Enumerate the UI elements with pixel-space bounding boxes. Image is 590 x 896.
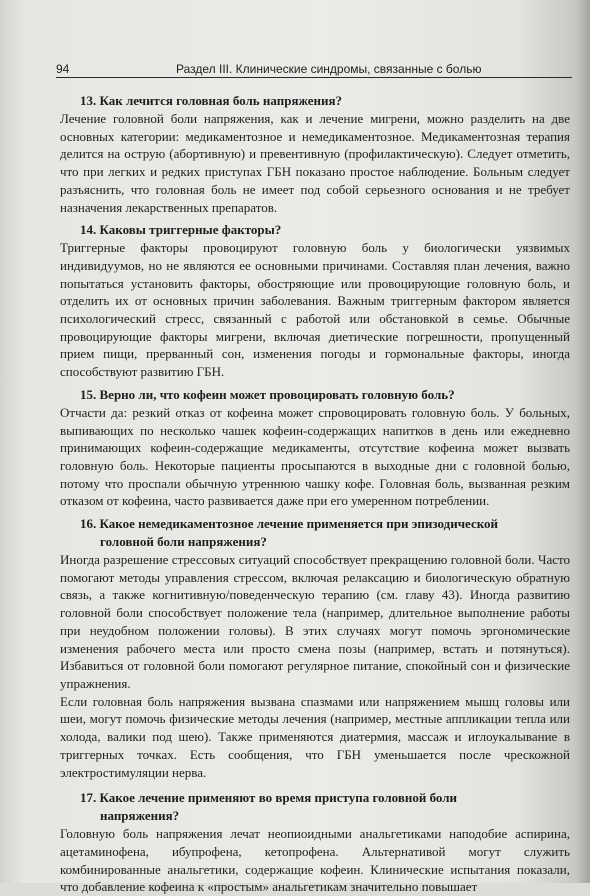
answer-14-paragraph: Триггерные факторы провоцируют головную боль у биологически уязвимых индивидуумов, но не являются ее основными причинами. Составляя план лечения, важно попытаться установить факторы, обостряющие или провоцирующие головную боль, и отделить их от основных причин заболевания. Важным триггерным фактором является психологический стресс, связанный с работой или обстановкой в семье. Обычные провоцирующие факторы мигрени, включая диетические погрешности, пропущенный прием пищи, прерванный сон, изменения погоды и гормональные факторы, иногда способствуют развитию ГБН. xyxy=(60,240,570,380)
question-13-heading: 13. Как лечится головная боль напряжения? xyxy=(80,93,343,108)
answer-16-paragraph-2: Если головная боль напряжения вызвана спазмами или напряжением мышц головы или шеи, могут помочь физические методы лечения (например, местные аппликации тепла или холода, валики под шею). Также применяются диатермия, массаж и иглоукалывание в триггерных точках. Есть сообщения, что ГБН уменьшается после чрескожной электростимуляции нерва. xyxy=(60,693,570,780)
running-header xyxy=(56,61,572,78)
page-number: 94 xyxy=(56,62,70,76)
page-body xyxy=(60,92,570,896)
question-17-heading-line2: напряжения? xyxy=(100,808,180,824)
page-edge-shadow xyxy=(576,0,590,883)
answer-13-paragraph: Лечение головной боли напряжения, как и лечение мигрени, можно разделить на две основных категории: медикаментозное и немедикаментозное. Медикаментозная терапия делится на острую (абортивную) и превентивную (профилактическую). Следует отметить, что при легких и редких приступах ГБН показано простое наблюдение. Больным следует разъяснить, что головная боль не имеет под собой серьезного основания и не требует назначения лекарственных препаратов. xyxy=(60,111,570,215)
answer-16-paragraph-1: Иногда разрешение стрессовых ситуаций способствует прекращению головной боли. Часто помогают методы управления стрессом, включая релаксацию и биологическую обратную связь, а также когнитивную/поведенческую терапию (см. главу 43). Иногда развитию головной боли способствует положение тела (например, длительное выполнение работы при неудобном положении головы). В этих случаях могут помочь эргономические изменения рабочего места или просто смена позы (например, встать и потянуться). Избавиться от головной боли помогают регулярное питание, спокойный сон и физические упражнения. xyxy=(60,552,570,691)
question-15-heading: 15. Верно ли, что кофеин может провоцировать головную боль? xyxy=(80,386,455,402)
answer-15-paragraph: Отчасти да: резкий отказ от кофеина может спровоцировать головную боль. У больных, выпивающих по несколько чашек кофеин-содержащих напитков в день или ежедневно принимающих кофеин-содержащие медикаменты, отсутствие кофеина может вызвать головную боль. Некоторые пациенты просыпаются в выходные дни с головной болью, потому что проспали обычную утреннюю чашку кофе. Головная боль, вызванная резким отказом от кофеина, часто развивается даже при его умеренном потреблении. xyxy=(60,404,570,509)
answer-17-paragraph: Головную боль напряжения лечат неопиоидными анальгетиками наподобие аспирина, ацетаминофена, ибупрофена, кетопрофена. Альтернативой могут служить комбинированные анальгетики, содержащие кофеин. Клинические испытания показали, что добавление кофеина к «простым» анальгетикам значительно повышает xyxy=(60,826,570,895)
question-16-heading-line1: 16. Какое немедикаментозное лечение применяется при эпизодической xyxy=(80,516,499,532)
question-17-heading xyxy=(80,789,570,825)
question-16-heading-line2: головной боли напряжения? xyxy=(100,534,267,550)
section-title: Раздел III. Клинические синдромы, связанные с болью xyxy=(176,62,482,76)
question-17-heading-line1: 17. Какое лечение применяют во время приступа головной боли xyxy=(80,790,458,806)
question-14-heading: 14. Каковы триггерные факторы? xyxy=(80,222,282,238)
question-16-heading xyxy=(80,515,570,551)
